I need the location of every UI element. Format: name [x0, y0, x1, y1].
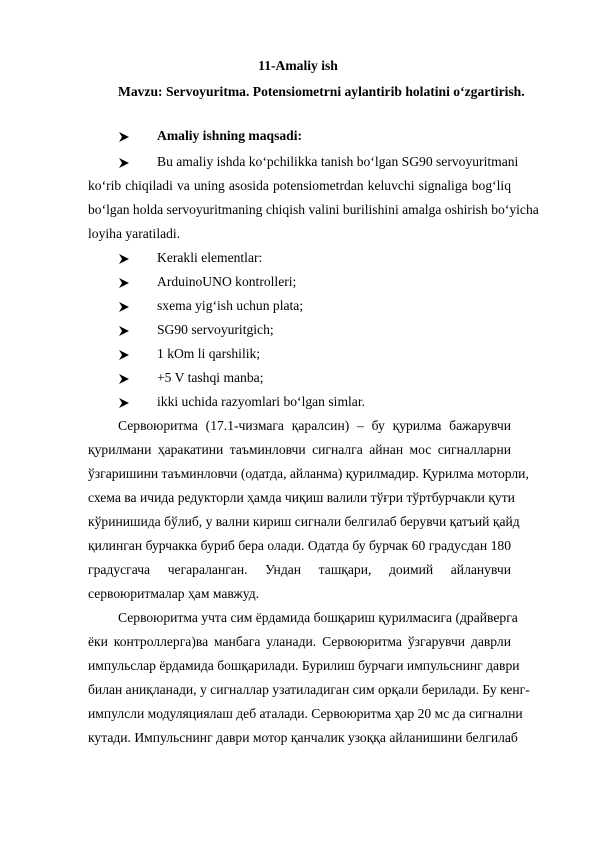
paragraph-line: импульслар ёрдамида бошқарилади. Бурилиш бурчаги импульснинг даври [88, 658, 520, 673]
paragraph-line: импулсли модуляциялаш деб аталади. Сервоюритма ҳар 20 мс да сигнални [88, 706, 523, 721]
paragraph-line: кутади. Импульснинг даври мотор қанчалик узоққа айланишини белгилаб [88, 730, 518, 745]
arrow-bullet-icon [118, 157, 130, 169]
paragraph-line: Сервоюритма учта сим ёрдамида бошқариш қурилмасига (драйверга [118, 610, 518, 625]
paragraph-line: билан аниқланади, у сигналлар узатиладиган сим орқали берилади. Бу кенг- [88, 682, 530, 697]
arrow-bullet-icon [118, 253, 130, 265]
goal-heading: Amaliy ishning maqsadi: [157, 128, 303, 143]
paragraph-line: схема ва ичида редукторли ҳамда чиқиш валили тўғри тўртбурчакли қути [88, 490, 515, 505]
arrow-bullet-icon [118, 277, 130, 289]
list-item: ikki uchida razyomlari bo‘lgan simlar. [157, 394, 366, 409]
arrow-bullet-icon [118, 131, 130, 143]
paragraph-line: қурилмани ҳаракатини таъминловчи сигналга айнан мос сигналларни [88, 442, 511, 457]
page-title: 11-Amaliy ish [258, 58, 338, 73]
arrow-bullet-icon [118, 397, 130, 409]
list-item: 1 kOm li qarshilik; [157, 346, 261, 361]
goal-text-line: bo‘lgan holda servoyuritmaning chiqish valini burilishini amalga oshirish bo‘yicha [88, 202, 539, 217]
list-item: SG90 servoyuritgich; [157, 322, 274, 337]
list-item: sxema yig‘ish uchun plata; [157, 298, 304, 313]
paragraph-line: кўринишида бўлиб, у вални кириш сигнали белгилаб берувчи қатъий қайд [88, 514, 520, 529]
arrow-bullet-icon [118, 373, 130, 385]
paragraph-line: ўзгаришини таъминловчи (одатда, айланма) қурилмадир. Қурилма моторли, [88, 466, 529, 481]
arrow-bullet-icon [118, 301, 130, 313]
goal-text-line: loyiha yaratiladi. [88, 226, 181, 241]
goal-text-line: ko‘rib chiqiladi va uning asosida potensiometrdan keluvchi signaliga bog‘liq [88, 178, 511, 193]
list-item: Kerakli elementlar: [157, 250, 263, 265]
list-item: ArduinoUNO kontrolleri; [157, 274, 297, 289]
list-item: +5 V tashqi manba; [157, 370, 264, 385]
paragraph-line: ёки контроллерга)ва манбага уланади. Сервоюритма ўзгарувчи даврли [88, 634, 511, 649]
arrow-bullet-icon [118, 325, 130, 337]
paragraph-line: Сервоюритма (17.1-чизмага қаралсин) – бу қурилма бажарувчи [118, 418, 511, 433]
arrow-bullet-icon [118, 349, 130, 361]
paragraph-line: градусгача чегараланган. Ундан ташқари, доимий айланувчи [88, 562, 511, 577]
goal-text-line: Bu amaliy ishda ko‘pchilikka tanish bo‘lgan SG90 servoyuritmani [157, 154, 519, 169]
paragraph-line: сервоюритмалар ҳам мавжуд. [88, 586, 260, 601]
paragraph-line: қилинган бурчакка буриб бера олади. Одатда бу бурчак 60 градусдан 180 [88, 538, 511, 553]
subject-line: Mavzu: Servoyuritma. Potensiometrni aylantirib holatini o‘zgartirish. [118, 84, 525, 99]
